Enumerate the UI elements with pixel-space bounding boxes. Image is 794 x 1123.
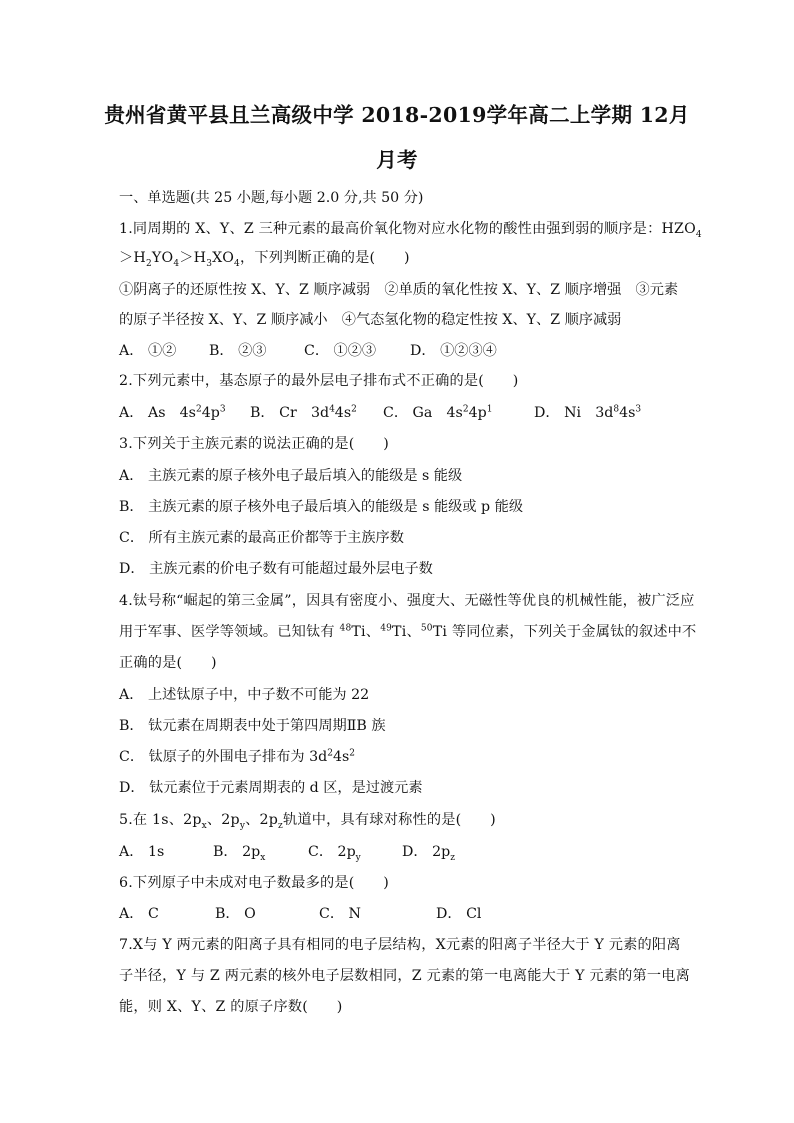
q5-option-a[interactable]: A． 1s: [119, 844, 165, 860]
q5-option-d[interactable]: D． $2p_z$: [402, 844, 455, 863]
q6-options: [119, 904, 679, 924]
q4-stem-line-2: 用于军事、医学等领域。已知钛有 $^{48}$Ti、$^{49}$Ti、$^{50}$Ti 等同位素，下列关于金属钛的叙述中不: [119, 623, 697, 640]
q1-option-d[interactable]: D． ①②③④: [410, 343, 497, 359]
q4-option-b[interactable]: B． 钛元素在周期表中处于第四周期ⅡB 族: [119, 718, 386, 734]
q1-statements-line-1: ①阴离子的还原性按 X、Y、Z 顺序减弱 ②单质的氧化性按 X、Y、Z 顺序增强 ③元素: [119, 282, 679, 298]
q2-options: [119, 403, 679, 423]
q4-option-c[interactable]: C． 钛原子的外围电子排布为 $3d^24s^2$: [119, 748, 356, 765]
q1-option-b[interactable]: B． ②③: [209, 343, 267, 359]
q6-option-b[interactable]: B． O: [215, 906, 256, 922]
q3-option-a[interactable]: A． 主族元素的原子核外电子最后填入的能级是 s 能级: [119, 468, 463, 484]
q1-stem-line-2: $>H_2YO_4>H_3XO_4$，下列判断正确的是( ): [119, 250, 410, 269]
q1-option-c[interactable]: C． ①②③: [304, 343, 377, 359]
q2-option-a[interactable]: A． As $4s^24p^3$: [119, 404, 226, 421]
q4-option-d[interactable]: D． 钛元素位于元素周期表的 d 区，是过渡元素: [119, 780, 423, 796]
q5-option-c[interactable]: C． $2p_y$: [308, 844, 361, 863]
q2-option-b[interactable]: B． Cr $3d^44s^2$: [250, 404, 357, 421]
exam-title-line-1: 贵州省黄平县且兰高级中学 2018-2019学年高二上学期 12月: [104, 103, 690, 127]
q4-option-a[interactable]: A． 上述钛原子中，中子数不可能为 22: [119, 687, 370, 703]
q7-stem-line-2: 子半径，Y 与 Z 两元素的核外电子层数相同，Z 元素的第一电离能大于 Y 元素的第一电离: [119, 968, 691, 984]
section-heading: 一、单选题(共 25 小题,每小题 2.0 分,共 50 分): [119, 190, 424, 206]
q3-option-d[interactable]: D． 主族元素的价电子数有可能超过最外层电子数: [119, 561, 433, 577]
q2-stem: 2.下列元素中，基态原子的最外层电子排布式不正确的是( ): [119, 373, 519, 389]
q1-stem-line-1: 1.同周期的 X、Y、Z 三种元素的最高价氧化物对应水化物的酸性由强到弱的顺序是：$HZO_4$: [119, 221, 702, 240]
q3-option-b[interactable]: B． 主族元素的原子核外电子最后填入的能级是 s 能级或 p 能级: [119, 499, 524, 515]
q4-stem-line-3: 正确的是( ): [119, 655, 217, 671]
q4-stem-line-1: 4.钛号称“崛起的第三金属”，因具有密度小、强度大、无磁性等优良的机械性能，被广泛应: [119, 593, 695, 609]
q1-option-a[interactable]: A． ①②: [119, 343, 177, 359]
q2-option-c[interactable]: C． Ga $4s^24p^1$: [383, 404, 493, 421]
q6-stem: 6.下列原子中未成对电子数最多的是( ): [119, 875, 389, 891]
q3-stem: 3.下列关于主族元素的说法正确的是( ): [119, 436, 389, 452]
q6-option-a[interactable]: A． C: [119, 906, 159, 922]
q3-option-c[interactable]: C． 所有主族元素的最高正价都等于主族序数: [119, 530, 404, 546]
q5-stem: 5.在 1s、$2p_x$、$2p_y$、$2p_z$轨道中，具有球对称性的是( ): [119, 812, 496, 831]
q1-options: [119, 341, 679, 361]
q7-stem-line-1: 7.X与 Y 两元素的阳离子具有相同的电子层结构，X元素的阳离子半径大于 Y 元素的阳离: [119, 937, 681, 953]
q5-options: [119, 842, 679, 862]
q7-stem-line-3: 能，则 X、Y、Z 的原子序数( ): [119, 999, 343, 1015]
q6-option-c[interactable]: C． N: [319, 906, 361, 922]
exam-title-line-2: 月考: [376, 148, 418, 172]
q2-option-d[interactable]: D． Ni $3d^84s^3$: [534, 404, 642, 421]
q6-option-d[interactable]: D． Cl: [436, 906, 482, 922]
q1-statements-line-2: 的原子半径按 X、Y、Z 顺序减小 ④气态氢化物的稳定性按 X、Y、Z 顺序减弱: [119, 312, 622, 328]
q5-option-b[interactable]: B． $2p_x$: [213, 844, 266, 863]
